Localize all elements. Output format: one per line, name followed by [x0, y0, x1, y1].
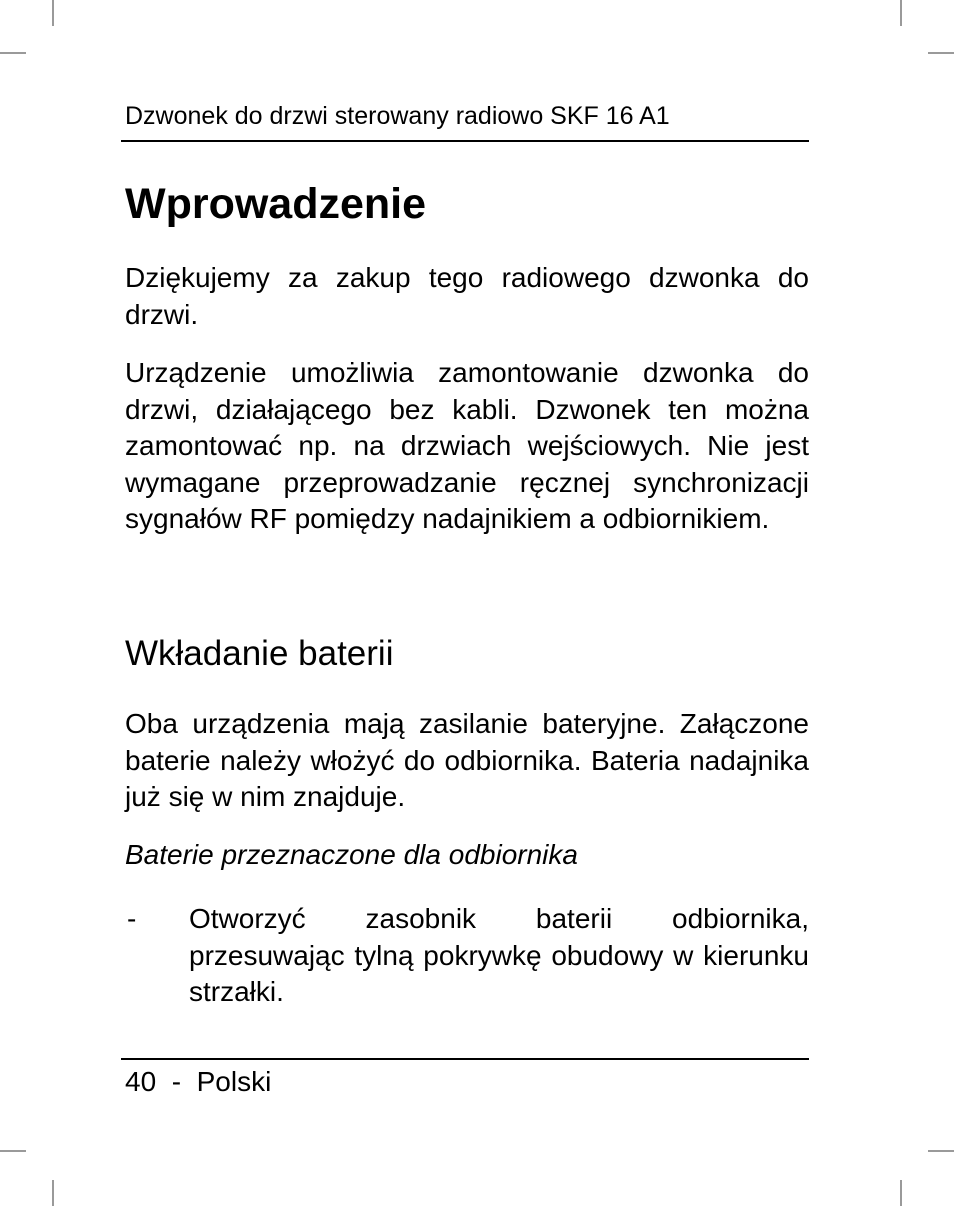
page-footer [125, 1065, 271, 1099]
battery-label: Baterie przeznaczone dla odbiornika [125, 839, 578, 870]
instruction-list [125, 901, 809, 1011]
section-title: Wprowadzenie [125, 180, 427, 228]
crop-mark-bottom-left-h [0, 1150, 26, 1152]
list-item [125, 901, 809, 1011]
description-paragraph: Urządzenie umożliwia zamontowanie dzwonka do drzwi, działającego bez kabli. Dzwonek ten można zamontować np. na drzwiach wejściowych. Nie jest wymagane przeprowadzanie ręcznej synchronizacji sygnałów RF pomiędzy nadajnikiem a odbiornikiem. [125, 357, 809, 534]
running-header: Dzwonek do drzwi sterowany radiowo SKF 16 A1 [125, 102, 670, 130]
battery-paragraph: Oba urządzenia mają zasilanie bateryjne. Załączone baterie należy włożyć do odbiornika. Bateria nadajnika już się w nim znajduje. [125, 708, 809, 812]
crop-mark-top-left-h [0, 52, 26, 54]
page-number: 40 [125, 1066, 157, 1097]
subsection-title: Wkładanie baterii [125, 634, 394, 673]
header-rule [121, 140, 809, 142]
crop-mark-bottom-right [900, 1180, 902, 1206]
list-bullet: - [127, 903, 137, 934]
footer-separator: - [171, 1066, 182, 1097]
list-item-text: Otworzyć zasobnik baterii odbiornika, przesuwając tylną pokrywkę obudowy w kierunku strzałki. [189, 903, 809, 1007]
crop-mark-bottom-right-h [928, 1150, 954, 1152]
crop-mark-top-right [900, 0, 902, 26]
crop-mark-top-right-h [928, 52, 954, 54]
crop-mark-bottom-left [52, 1180, 54, 1206]
footer-rule [121, 1058, 809, 1060]
crop-mark-top-left [52, 0, 54, 26]
footer-language: Polski [196, 1066, 272, 1097]
intro-paragraph: Dziękujemy za zakup tego radiowego dzwonka do drzwi. [125, 262, 809, 330]
